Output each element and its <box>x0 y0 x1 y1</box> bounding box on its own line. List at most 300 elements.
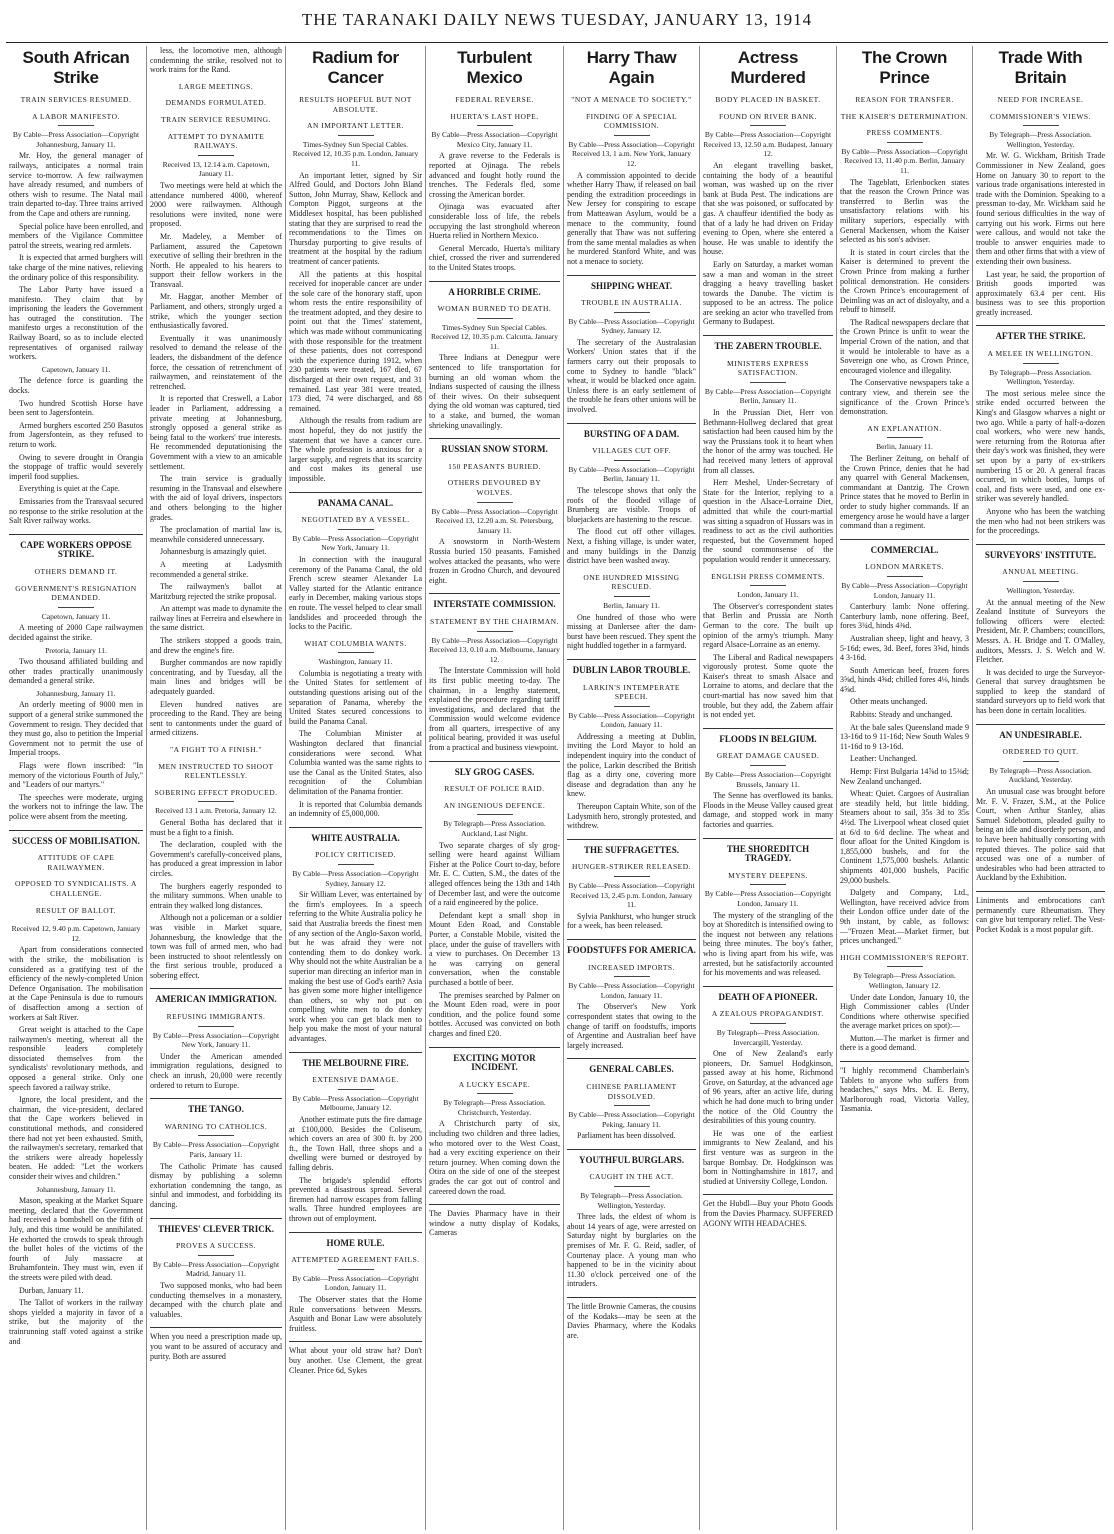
paragraph: South American beef, frozen fores 3⅝d, hinds 4⅝d; chilled fores 4⅛, hinds 4⅝d. <box>840 665 969 694</box>
dateline: By Cable—Press Association—Copyright London, January 11. <box>292 1273 419 1293</box>
section-heading: RUSSIAN SNOW STORM. <box>429 438 560 455</box>
subheading: HUERTA'S LAST HOPE. <box>450 111 539 121</box>
paragraph: The Liberal and Radical newspapers vigorously protest. Some quote the Kaiser's threat to smash Alsace and Lorraine to atoms, and declare that the court-martial has now saved him that trouble, but they add, the Zabern affair is not ended yet. <box>703 652 833 720</box>
dateline: By Cable—Press Association—Copyright Melbourne, January 12. <box>292 1093 419 1113</box>
divider <box>338 135 374 136</box>
subheading: NEGOTIATED BY A VESSEL. <box>301 515 410 525</box>
subheading: "NOT A MENACE TO SOCIETY." <box>571 95 692 104</box>
paragraph: It is stated in court circles that the Kaiser is determined to prevent the Crown Prince from making a further political demonstration. He considers the Crown Prince's encouragement of Deimling was an act of disloyalty, and a rebuff to himself. <box>840 247 969 315</box>
paragraph: Owing to severe drought in Orangia the stoppage of traffic would severely imperil food supplies. <box>9 452 143 481</box>
paragraph: The premises searched by Palmer on the Mount Eden road, were in poor condition, and the police found some bottles. Accused was convicted on both charges and fined £20. <box>429 990 560 1038</box>
paragraph: The Tallot of workers in the railway shops yielded a majority in favor of a strike, but the majority of the trainrunning staff voted against a strike and <box>9 1298 143 1346</box>
dateline: Received 13, 12.14 a.m. Capetown, January 11. <box>162 159 270 179</box>
dateline: Wellington, Yesterday. <box>1006 585 1075 595</box>
subheading: CHINESE PARLIAMENT DISSOLVED. <box>586 1081 677 1101</box>
headline: Actress Murdered <box>730 48 806 87</box>
divider <box>58 125 94 126</box>
dateline: By Cable—Press Association—Copyright Sydney, January 12. <box>292 868 419 888</box>
dateline: By Cable—Press Association—Copyright Madrid, January 11. <box>152 1259 280 1279</box>
section-heading: FOODSTUFFS FOR AMERICA. <box>567 939 696 956</box>
divider <box>887 576 923 577</box>
paragraph: Australian sheep, light and heavy, 3 5-16d; ewes, 3d. Beef, fores 3⅝d, hinds 4 3-16d. <box>840 633 969 663</box>
paragraph: Armed burghers escorted 250 Basutos from Jagersfontein, as they refused to return to work. <box>9 420 143 449</box>
subheading: CAUGHT IN THE ACT. <box>589 1172 674 1182</box>
dateline: By Cable—Press Association—Copyright Received 13, 12.20 a.m. St. Petersburg, January 11. <box>431 506 558 535</box>
divider <box>338 652 374 653</box>
divider <box>1023 761 1059 762</box>
subheading: TRAIN SERVICE RESUMING. <box>161 114 271 124</box>
subheading: LONDON MARKETS. <box>865 562 944 572</box>
headline: The Crown Prince <box>861 48 948 87</box>
dateline: By Telegraph—Press Association. Wellington, Yesterday. <box>989 367 1092 387</box>
dateline: Berlin, January 11. <box>603 600 660 610</box>
subheading: ENGLISH PRESS COMMENTS. <box>711 571 825 581</box>
advertisement: The Davies Pharmacy have in their window a nutty display of Kodaks, Cameras <box>429 1204 560 1238</box>
paragraph: A Christchurch party of six, including two children and three ladies, who motored over to the West Coast, had a very exciting experience on their return journey. When coming down the Otira on the side of one of the steepest grades the car got out of control and careered down the road. <box>429 1119 560 1196</box>
subheading: ATTITUDE OF CAPE RAILWAYMEN. <box>37 853 115 872</box>
subheading: COMMISSIONER'S VIEWS. <box>990 111 1091 121</box>
divider <box>477 814 513 815</box>
subheading: HUNGER-STRIKER RELEASED. <box>571 862 692 872</box>
column-8 <box>973 46 1108 1530</box>
subheading: A LUCKY ESCAPE. <box>458 1079 531 1089</box>
subheading: VILLAGES CUT OFF. <box>592 446 671 456</box>
section-heading: DEATH OF A PIONEER. <box>703 986 833 1003</box>
section-heading: THE ZABERN TROUBLE. <box>703 335 833 352</box>
paragraph: Eventually it was unanimously resolved to demand the release of the leaders, the disbandment of the defence force, the cessation of retrenchment of railwaymen, and reinstatement of the retrenched. <box>150 333 282 391</box>
subheading: AN IMPORTANT LETTER. <box>307 121 404 131</box>
dateline: By Cable—Press Association—Copyright Received 13, 2.45 p.m. London, January 11. <box>568 881 695 910</box>
advertisement: What about your old straw hat? Don't buy another. Use Clement, the great Cleaner. Price 6d, Sykes <box>289 1341 422 1375</box>
divider <box>58 919 94 920</box>
subheading: STATEMENT BY THE CHAIRMAN. <box>430 616 559 626</box>
subheading: LARGE MEETINGS. <box>178 81 254 91</box>
advertisement: The little Brownie Cameras, the cousins of the Kodaks—may be seen at the Davies Pharmacy, where the Kodaks are. <box>567 1297 696 1340</box>
divider <box>338 529 374 530</box>
section-heading: SURVEYORS' INSTITUTE. <box>976 544 1105 561</box>
subheading: GREAT DAMAGE CAUSED. <box>716 751 820 761</box>
divider <box>198 155 234 156</box>
dateline: By Cable—Press Association—Copyright London, January 11. <box>704 889 832 908</box>
section-heading: PANAMA CANAL. <box>289 492 422 509</box>
paragraph: He was one of the earliest immigrants to New Zealand, and his first venture was as surgeon in the barque Bombay. Dr. Hodgkinson was born in Nottinghamshire in 1817, and studied at University College, London. <box>703 1128 833 1186</box>
paragraph: A meeting at Ladysmith recommended a general strike. <box>150 559 282 579</box>
subheading: OPPOSED TO SYNDICALISTS. A CHALLENGE. <box>15 879 137 898</box>
paragraph: Two thousand affiliated building and other trades practically unanimously demanded a general strike. <box>9 657 143 686</box>
paragraph: The Tageblatt, Erlenbocken states that the reason the Crown Prince was transferred to Berlin was the unsatisfactory relations with his military superiors, especially with General Mackensen, whom the Kaiser selected as his son's adviser. <box>840 177 969 245</box>
divider <box>614 1105 650 1106</box>
divider <box>887 142 923 143</box>
divider <box>614 312 650 313</box>
paragraph: Mr. Madeley, a Member of Parliament, assured the Capetown executive of selling their brethren in the North. He appealed to his hearers to support their fellow workers in the Transvaal. <box>150 231 282 289</box>
divider <box>750 382 786 383</box>
paragraph: The strikers stopped a goods train, and drew the engine's fire. <box>150 636 282 655</box>
dateline: Capetown, January 11. <box>41 611 111 621</box>
paragraph: Emissaries from the Transvaal secured no response to the strike resolution at the Salt River railway works. <box>9 496 143 526</box>
dateline: Capetown, January 11. <box>41 364 111 374</box>
divider <box>338 864 374 865</box>
column-7 <box>837 46 973 1530</box>
divider <box>477 125 513 126</box>
paragraph: Although not a policeman or a soldier was visible in Market square, Johannesburg, the knowledge that the town was full of armed men, who had been instructed to shoot relentlessly on the first serious trouble, produced a sobering effect. <box>150 913 282 980</box>
paragraph: Three lads, the eldest of whom is about 14 years of age, were arrested on Saturday night by burglaries on the premises of Mr. F. G. Reid, sadler, of Courtenay place. A young man who happened to be in the vicinity about 11.30 o'clock perceived one of the intruders. <box>567 1212 696 1289</box>
divider <box>614 1186 650 1187</box>
paragraph: The burghers eagerly responded to the military summons. When unable to entrain they walked long distances. <box>150 881 282 910</box>
divider <box>750 125 786 126</box>
paragraph: An elegant travelling basket, containing the body of a beautiful woman, was washed up on the river bank at Buda Pest. The indications are that she was poisoned, or suffocated by gas. A chauffeur identified the body as that of a lady he had driven on Friday evening to Open, where she entered a house. He was unable to identify the house. <box>703 160 833 257</box>
divider <box>750 585 786 586</box>
divider <box>1023 363 1059 364</box>
section-heading: AN UNDESIRABLE. <box>976 724 1105 741</box>
divider <box>614 460 650 461</box>
subheading: REFUSING IMMIGRANTS. <box>166 1012 266 1022</box>
paragraph: Parliament has been dissolved. <box>577 1131 676 1141</box>
dateline: By Cable—Press Association—Copyright Berlin, January 11. <box>568 464 695 484</box>
paragraph: Three Indians at Denegpur were sentenced to life transportation for burning an old woman whom the Indians suspected of causing the illness of their wives. On their subsequent dying the old woman was captured, tied to a stake, and burned, the woman shrieking unavailingly. <box>429 353 560 430</box>
subheading: ANNUAL MEETING. <box>1002 567 1079 577</box>
headline: Radium for Cancer <box>312 48 399 87</box>
subheading: ORDERED TO QUIT. <box>1002 747 1079 757</box>
section-heading: THIEVES' CLEVER TRICK. <box>150 1218 282 1235</box>
paragraph: It is reported that Columbia demands an indemnity of £5,000,000. <box>289 799 422 819</box>
divider <box>887 966 923 967</box>
dateline: By Cable—Press Association—Copyright New York, January 11. <box>292 533 419 553</box>
divider <box>1023 125 1059 126</box>
paragraph: Early on Saturday, a market woman saw a man and woman in the street dragging a heavy travelling basket towards the Danube. The victim is supposed to be an actress. The police are seeking an actor who travelled from Germany to Budapest. <box>703 259 833 327</box>
column-2 <box>147 46 286 1530</box>
dateline: Received 12, 9.40 p.m. Capetown, January 12. <box>11 924 141 943</box>
subheading: RESULT OF POLICE RAID. <box>444 784 545 794</box>
paragraph: The declaration, coupled with the Government's carefully-conceived plans, has produced a great impression in labor circles. <box>150 840 282 878</box>
masthead: THE TARANAKI DAILY NEWS TUESDAY, JANUARY 13, 1914 <box>301 10 813 29</box>
dateline: By Cable—Press Association—Copyright Johannesburg, January 11. <box>12 130 140 149</box>
subheading: HIGH COMMISSIONER'S REPORT. <box>840 952 969 962</box>
section-heading: HOME RULE. <box>289 1232 422 1249</box>
dateline: By Cable—Press Association—Copyright Sydney, January 12. <box>568 316 695 336</box>
paragraph: Thereupon Captain White, son of the Ladysmith hero, strongly protested, and withdrew. <box>567 802 696 831</box>
subheading: 150 PEASANTS BURIED. <box>448 461 541 471</box>
paragraph: Rabbits: Steady and unchanged. <box>850 710 953 720</box>
subheading: REASON FOR TRANSFER. <box>855 95 954 104</box>
subheading: ATTEMPTED AGREEMENT FAILS. <box>291 1255 420 1265</box>
section-heading: CAPE WORKERS OPPOSE STRIKE. <box>9 534 143 560</box>
divider <box>338 1089 374 1090</box>
section-heading: THE SUFFRAGETTES. <box>567 839 696 856</box>
subheading: TRAIN SERVICES RESUMED. <box>20 95 132 104</box>
paragraph: Two meetings were held at which the attendance numbered 4000, whereof 2000 were railwaymen. Although resolutions were invited, none were proposed. <box>150 180 282 229</box>
subheading: INCREASED IMPORTS. <box>588 962 675 972</box>
paragraph: Leather: Unchanged. <box>850 754 918 764</box>
divider <box>477 631 513 632</box>
subheading: A MELEE IN WELLINGTON. <box>987 349 1094 359</box>
subheading: RESULTS HOPEFUL BUT NOT ABSOLUTE. <box>299 95 412 114</box>
paragraph: Mr. Haggar, another Member of Parliament, and others, strongly urged a strike, which the younger section enthusiastically favored. <box>150 292 282 331</box>
subheading: WARNING TO CATHOLICS. <box>164 1121 268 1131</box>
paragraph: The Observer states that the Home Rule conversations between Messrs. Asquith and Bonar Law were absolutely fruitless. <box>289 1294 422 1333</box>
divider <box>750 765 786 766</box>
section-heading: THE MELBOURNE FIRE. <box>289 1052 422 1069</box>
dateline: By Cable—Press Association—Copyright Received 13, 11.40 p.m. Berlin, January 11. <box>841 146 968 175</box>
paragraph: An important letter, signed by Sir Alfred Gould, and Doctors John Bland Sutton, John Murray, Shaw, Kellock and Compton Piggot, surgeons at the Middlesex hospital, has been published stating that they are surprised to read the recommendations to the Times on Thursday purporting to give results of treatment at the hospital by the radium treatment of cancer patients. <box>289 170 422 266</box>
subheading: EXTENSIVE DAMAGE. <box>312 1075 399 1085</box>
dateline: London, January 11. <box>737 590 799 600</box>
section-heading: EXCITING MOTOR INCIDENT. <box>429 1047 560 1073</box>
column-1 <box>6 46 147 1530</box>
subheading: POLICY CRITICISED. <box>315 850 396 860</box>
dateline: Times-Sydney Sun Special Cables. Received 12, 10.35 p.m. Calcutta, January 11. <box>430 322 559 351</box>
divider <box>614 706 650 707</box>
advertisement: Liniments and embrocations can't permanently cure Rheumatism. They can give but temporary relief. The Vest-Pocket Kodak is a most popular gift. <box>976 891 1105 934</box>
headline: Trade With Britain <box>998 48 1083 87</box>
divider <box>614 876 650 877</box>
column-5 <box>564 46 700 1530</box>
paragraph: An attempt was made to dynamite the railway lines at Ferreira and elsewhere in the same district. <box>150 604 282 633</box>
paragraph: A snowstorm in North-Western Russia buried 150 peasants. Famished wolves attacked the peasants, who were frozen in Grodno Church, and devoured eight. <box>429 537 560 585</box>
paragraph: Sylvia Pankhurst, who hunger struck for a week, has been released. <box>567 911 696 931</box>
paragraph: A meeting of 2000 Cape railwaymen decided against the strike. <box>9 623 143 642</box>
paragraph: Two hundred Scottish Horse have been sent to Jagersfontein. <box>9 398 143 418</box>
subheading: FINDING OF A SPECIAL COMMISSION. <box>585 111 678 131</box>
dateline: By Telegraph—Press Association. Christchurch, Yesterday. <box>443 1098 546 1117</box>
dateline: By Telegraph—Press Association. Wellington, January 12. <box>853 971 956 990</box>
paragraph: Sir William Lever, was entertained by the firm's employees. In a speech referring to the White Australia policy he said that Australia breeds the finest men of any section of the Anglo-Saxon world, but he was afraid they were not contending them to do donkey work. Why should not the white Australian be a superior man directing an inferior man in making the best use of God's earth? Asia has given some more higher intelligence than others, so why not put on compelling white men to do donkey work when you can get black men to help you make the most of your natural advantages. <box>289 890 422 1044</box>
section-heading: THE TANGO. <box>150 1098 282 1115</box>
paragraph: Johannesburg is amazingly quiet. <box>160 547 267 557</box>
paragraph: The Interstate Commission will hold its first public meeting to-day. The chairman, in a lengthy statement, explained the procedure regarding tariff investigations, and declared that the Commission would welcome evidence from all quarters, irrespective of any political bearing, provided it was useful from a practical and business viewpoint. <box>429 666 560 753</box>
section-heading: FLOODS IN BELGIUM. <box>703 728 833 745</box>
paragraph: The Observer's correspondent states that Berlin and Prussia are North German to the core. The built up opinion of the army's triumph. Many regard Alsace-Lorraine as an enemy. <box>703 601 833 650</box>
subheading: SOBERING EFFECT PRODUCED. <box>154 787 278 797</box>
divider <box>198 801 234 802</box>
subheading: LARKIN'S INTEMPERATE SPEECH. <box>583 682 680 702</box>
paragraph: It was decided to urge the Surveyor-General that survey draughtsmen be supplied to keep the standard of standard surveyors up to field work that has been done in certain localities. <box>976 667 1105 716</box>
subheading: A ZEALOUS PROPAGANDIST. <box>711 1009 825 1019</box>
paragraph: Wheat: Quiet. Cargoes of Australian are steadily held, but little bidding. Steamers about to sail, 35s 3d to 35s 4½d. The Liverpool wheat closed quiet at 6/d to 6/d decline. The wheat and flour afloat for the United Kingdom is 1,855,000 bushels, and for the Continent 1,575,000 bushels. Atlantic shipments 401,000 bushels, Pacific 29,000 bushels. <box>840 789 969 885</box>
section-heading: YOUTHFUL BURGLARS. <box>567 1149 696 1166</box>
paragraph: Great weight is attached to the Cape railwaymen's meeting, whereat all the responsible leaders completely dissociated themselves from the syndicalists' revolutionary methods, and opposed a general strike. Only one speech favored a railway strike. <box>9 1025 143 1092</box>
paragraph: General Mercado, Huerta's military chief, crossed the river and surrendered to the United States troops. <box>429 243 560 272</box>
divider <box>750 1023 786 1024</box>
dateline: By Telegraph—Press Association. Invercargill, Yesterday. <box>716 1027 820 1047</box>
paragraph: The speeches were moderate, urging the workers not to infringe the law. The police were absent from the meeting. <box>9 792 143 821</box>
subheading: THE KAISER'S DETERMINATION. <box>840 111 969 121</box>
paragraph: Two separate charges of sly grog-selling were heard against William Fisher at the Police Court to-day, before Mr. E. C. Cutten, S.M., the dates of the alleged offences being the 13th and 14th of December last, and were the outcome of a raid engineered by the police. <box>429 840 560 908</box>
divider <box>750 884 786 885</box>
dateline: Berlin, January 11. <box>876 442 933 452</box>
subheading: WHAT COLUMBIA WANTS. <box>304 638 407 648</box>
subheading: AN EXPLANATION. <box>867 423 942 433</box>
paragraph: Addressing a meeting at Dublin, inviting the Lord Mayor to hold an independent inquiry into the conduct of the police, Larkin described the British flag as a dirty one, covering more disease and degradation than any he knew. <box>567 731 696 799</box>
subheading: RESULT OF BALLOT. <box>35 905 117 915</box>
section-heading: DUBLIN LABOR TROUBLE. <box>567 659 696 676</box>
dateline: By Telegraph—Press Association. Auckland, Yesterday. <box>989 765 1092 785</box>
paragraph: Canterbury lamb: None offering. Canterbury lamb, none offering. Beef, fores 3¾d, hinds 4⅜d. <box>840 602 969 631</box>
paragraph: The Senne has overflowed its banks. Floods in the Meuse Valley caused great damage, and stopped work in many factories and quarries. <box>703 791 833 829</box>
section-heading: THE SHOREDITCH TRAGEDY. <box>703 838 833 864</box>
subheading: "A FIGHT TO A FINISH." <box>170 745 262 754</box>
section-heading: SHIPPING WHEAT. <box>567 275 696 292</box>
paragraph: The Berliner Zeitung, on behalf of the Crown Prince, denies that he had any quarrel with General Mackensen, commandant at Dantzig. The Crown Prince states that he moved to Berlin in order to study higher commands. If an emergency arose he would have a larger command than a regiment. <box>840 454 969 531</box>
divider <box>58 607 94 608</box>
masthead-rule <box>6 42 1108 43</box>
section-heading: GENERAL CABLES. <box>567 1058 696 1075</box>
dateline: Johannesburg, January 11. <box>36 1184 116 1194</box>
advertisement: "I highly recommend Chamberlain's Tablets to anyone who suffers from headaches," says Mrs. M. E. Berry, Marlborough road, Victoria Valley, Tasmania. <box>840 1061 969 1114</box>
subheading: MINISTERS EXPRESS SATISFACTION. <box>726 358 810 378</box>
paragraph: All the patients at this hospital received for inoperable cancer are under the sole care of the honorary staff, upon whom rests the entire responsibility of the treatment adopted, and they desire to point out that the Times' statement, which was made without communicating with those responsible for the treatment of these patients, does not correspond with the experience during 1912, when 230 patients were treated, 167 died, 67 discharged at their own request, and 31 remained. Last year 381 were treated, 173 died, 74 were discharged, and 88 remained. <box>289 269 422 413</box>
paragraph: One of New Zealand's early pioneers, Dr. Samuel Hodgkinson, passed away at his home, Richmond Grove, on Saturday, at the advanced age of 96 years, after an active life, during which he had done much to bring under the notice of the Old Country the desirabilities of this young country. <box>703 1049 833 1126</box>
subheading: ONE HUNDRED MISSING RESCUED. <box>583 572 680 592</box>
paragraph: Mr. Hoy, the general manager of railways, anticipates a normal train service to-morrow. A few railwaymen have already resumed, and numbers of others wish to resume. The Natal mail train departed to-day. Three trains arrived from the Cape and others are running. <box>9 151 143 218</box>
column-3 <box>286 46 426 1530</box>
subheading: NEED FOR INCREASE. <box>997 95 1084 104</box>
dateline: By Cable—Press Association—Copyright Paris, January 11. <box>152 1140 280 1159</box>
headline: Harry Thaw Again <box>586 48 677 87</box>
paragraph: Hemp: First Bulgaria 14⅞d to 15⅜d; New Zealand unchanged. <box>840 767 969 786</box>
section-heading: AMERICAN IMMIGRATION. <box>150 988 282 1005</box>
dateline: Johannesburg, January 11. <box>36 688 116 698</box>
dateline: Times-Sydney Sun Special Cables. Received 12, 10.35 p.m. London, January 11. <box>292 139 419 168</box>
paragraph: Ojinaga was evacuated after considerable loss of life, the rebels occupying the last stronghold whereon Huerta relied in Northern Mexico. <box>429 202 560 241</box>
paragraph: Another estimate puts the fire damage at £100,000. Besides the Coliseum, which covers an area of 300 ft. by 200 ft., the Town Hall, three shops and a dwelling were burned or destroyed by falling debris. <box>289 1115 422 1172</box>
dateline: By Telegraph—Press Association. Auckland, Last Night. <box>443 819 546 839</box>
paragraph: The Observer's New York correspondent states that owing to the change of tariff on foodstuffs, imports of Argentine and Australian beef have largely increased. <box>567 1002 696 1050</box>
section-heading: AFTER THE STRIKE. <box>976 325 1105 342</box>
paragraph: The mystery of the strangling of the boy at Shoreditch is intensified owing to the inquest not between any relations being three minutes. The boy's father, who is living apart from his wife, was arrested, but he satisfactorily accounted for his movements and was released. <box>703 910 833 978</box>
divider <box>614 596 650 597</box>
divider <box>198 1026 234 1027</box>
divider <box>614 976 650 977</box>
paragraph: Anyone who has been the watching the men who had not been strikers was for the proceedings. <box>976 506 1105 536</box>
paragraph: Last year, he said, the proportion of British goods imported was approximately 63.4 per cent. His business was to see this proportion greatly increased. <box>976 269 1105 317</box>
paragraph: Herr Meshel, Under-Secretary of State for the Interior, replying to a question in the Alsace-Lorraine Diet, admitted that while the court-martial was sitting a squadron of Hussars was in readiness to act as the civil authorities requested, but the Government hoped the sound commonsense of the population would render it unnecessary. <box>703 478 833 564</box>
paragraph: Defendant kept a small shop in Mount Eden Road, and Constable Porter, a Constable Mobile, visited the place, under the guise of travellers with a view to purchases. On December 13 he was carrying on general conversation, when the constable purchased a bottle of beer. <box>429 910 560 987</box>
subheading: MYSTERY DEEPENS. <box>728 870 808 880</box>
paragraph: It is reported that Creswell, a Labor leader in Parliament, addressing a private meeting at Johannesburg, strongly opposed a general strike as being fatal to the workers' true interests. He recommended deputationising the Government with a view to an amicable settlement. <box>150 394 282 471</box>
paragraph: At the bale sales Queensland made 9 13-16d to 9 11-16d; New South Wales 9 11-16d to 9 13-16d. <box>840 722 969 751</box>
dateline: By Telegraph—Press Association. Wellington, Yesterday. <box>989 130 1092 149</box>
paragraph: Under date London, January 10, the High Commissioner cables (Under Conditions where otherwise specified the average market prices on spot):— <box>840 992 969 1031</box>
subheading: BODY PLACED IN BASKET. <box>715 95 821 104</box>
subheading: PRESS COMMENTS. <box>866 128 943 138</box>
subheading: AN INGENIOUS DEFENCE. <box>443 800 546 810</box>
paragraph: The telescope shows that only the roofs of the flooded village of Brumberg are visible. Troops of bluejackets are hastening to the rescue. <box>567 486 696 524</box>
headline: Turbulent Mexico <box>457 48 532 87</box>
dateline: By Telegraph—Press Association. Wellington, Yesterday. <box>580 1191 683 1210</box>
paragraph: General Botha has declared that it must be a fight to a finish. <box>150 817 282 837</box>
paragraph: The Labor Party have issued a manifesto. They claim that by imprisoning the leaders the Government has outraged the constitution. The manifesto urges a reconstitution of the Railway Board, so as to include elected representatives of organised railway workers. <box>9 285 143 362</box>
paragraph: The brigade's splendid efforts prevented a disastrous spread. Several firemen had narrow escapes from falling walls. Three hundred employees are thrown out of employment. <box>289 1175 422 1223</box>
subheading: A LABOR MANIFESTO. <box>32 111 120 121</box>
dateline: By Cable—Press Association—Copyright Mexico City, January 11. <box>431 130 558 149</box>
section-heading: SLY GROG CASES. <box>429 761 560 778</box>
dateline: By Cable—Press Association—Copyright Received 13, 0.10 a.m. Melbourne, January 12. <box>429 635 560 664</box>
paragraph: A grave reverse to the Federals is reported at Ojinaga. The rebels advanced and fought hotly round the trenches. The Federals fled, some crossing the American border. <box>429 151 560 199</box>
paragraph: The proclamation of martial law is, meanwhile considered unnecessary. <box>150 525 282 544</box>
advertisement: Get the Hubdl—Buy your Photo Goods from the Davies Pharmacy. SUFFERED AGONY WITH HEADACHES. <box>703 1194 833 1228</box>
paragraph: In the Prussian Diet, Herr von Bethmann-Hollweg declared that great satisfaction had been caused him by the way the Prussians took it to heart when the honor of the army was touched. He had received many letters of approval from all classes. <box>703 408 833 475</box>
paragraph: The flood cut off other villages. Next, a fishing village, is under water, and many buildings in the Danzig district have been washed away. <box>567 527 696 566</box>
paragraph: Other meats unchanged. <box>850 697 928 707</box>
paragraph: Mason, speaking at the Market Square meeting, declared that the Government had received a bombshell on the fifth of July, and this time would be annihilated. He exhorted the crowds to speak through the bullet holes of the victims of the fourth of July massacre at Bruhamfontein. They must win, even if the streets were piled with dead. <box>9 1196 143 1282</box>
divider <box>1023 581 1059 582</box>
paragraph: At the annual meeting of the New Zealand Institute of Surveyors the following officers were elected: President, Mr. P. Chambers; councillors, Messrs. A. H. Bridge and T. O'Malley, auditors, Messrs. J. S. Welch and W. Fletcher. <box>976 597 1105 665</box>
paragraph: The train service is gradually resuming in the Transvaal and elsewhere with the aid of loyal drivers, inspectors and others belonging to the higher grades. <box>150 474 282 522</box>
section-heading: BURSTING OF A DAM. <box>567 423 696 440</box>
divider <box>198 1135 234 1136</box>
paragraph: Everything is quiet at the Cape. <box>19 484 120 494</box>
column-4 <box>426 46 564 1530</box>
paragraph: The Columbian Minister at Washington declared that financial considerations were second. What Columbia wanted was the same rights to use the Canal as the United States, also recognition of the Columbian delimitation of the Panama frontier. <box>289 729 422 796</box>
paragraph: Ignore, the local president, and the chairman, the vice-president, declared that the Cape workers believed in constitutional methods, and considered there had not yet been exhausted. Smith, the railwaymen's secretary, remarked that the strikers were already hopelessly beaten. He added: "Let the workers consider their wives and children." <box>9 1095 143 1181</box>
dateline: By Cable—Press Association—Copyright London, January 11. <box>841 580 968 600</box>
section-heading: A HORRIBLE CRIME. <box>429 281 560 298</box>
paragraph: One hundred of those who were missing at Danlersee after the dam-burst have been rescued. They spent the night huddled together in a farmyard. <box>567 612 696 651</box>
paragraph: It is expected that armed burghers will take charge of the mine natives, relieving the ordinary police of this responsibility. <box>9 253 143 282</box>
dateline: Received 13 1 a.m. Pretoria, January 12. <box>155 806 277 816</box>
dateline: Pretoria, January 11. <box>45 645 107 655</box>
headline: South African Strike <box>22 48 130 87</box>
dateline: By Cable—Press Association—Copyright Brussels, January 11. <box>704 770 832 789</box>
paragraph: less, the locomotive men, although condemning the strike, resolved not to work trains for the Rand. <box>150 46 282 75</box>
divider <box>477 502 513 503</box>
paragraph: The railwaymen's ballot at Maritzburg rejected the strike proposal. <box>150 582 282 601</box>
dateline: Washington, January 11. <box>318 657 393 667</box>
subheading: FEDERAL REVERSE. <box>455 95 534 104</box>
paragraph: Durban, January 11. <box>19 1285 84 1295</box>
subheading: FOUND ON RIVER BANK. <box>719 111 817 121</box>
dateline: By Cable—Press Association—Copyright London, January 11. <box>568 981 695 1000</box>
paragraph: Special police have been enrolled, and members of the Vigilance Committee patrol the streets, wearing red armlets. <box>9 221 143 250</box>
paragraph: Eleven hundred natives are proceeding to the Rand. They are being sent to cantonments under the guard of armed citizens. <box>150 699 282 738</box>
divider <box>614 135 650 136</box>
paragraph: The Radical newspapers declare that the Crown Prince is unfit to wear the Imperial Crown of the nation, and that it would be intolerable to have as a Sovereign one who, as Crown Prince, encouraged violence and illegality. <box>840 317 969 375</box>
subheading: GOVERNMENT'S RESIGNATION DEMANDED. <box>15 583 137 603</box>
newspaper-columns <box>6 46 1108 1530</box>
paragraph: Under the American amended immigration regulations, designed to check an inrush, 20,000 were recently ordered to return to Europe. <box>150 1051 282 1090</box>
divider <box>887 437 923 438</box>
dateline: By Cable—Press Association—Copyright Berlin, January 11. <box>704 386 832 406</box>
subheading: PROVES A SUCCESS. <box>176 1241 256 1251</box>
dateline: By Cable—Press Association—Copyright New York, January 11. <box>152 1030 280 1050</box>
column-6 <box>700 46 837 1530</box>
subheading: MEN INSTRUCTED TO SHOOT RELENTLESSLY. <box>158 761 274 781</box>
subheading: ATTEMPT TO DYNAMITE RAILWAYS. <box>167 131 265 151</box>
subheading: OTHERS DEVOURED BY WOLVES. <box>447 478 542 497</box>
paragraph: Two supposed monks, who had been conducting themselves in a monastery, decamped with the church plate and valuables. <box>150 1280 282 1319</box>
dateline: By Cable—Press Association—Copyright Received 13, 1 a.m. New York, January 12. <box>568 139 695 168</box>
paragraph: Although the results from radium are most hopeful, they do not justify the statement that we have a cancer cure. The whole profession is anxious for a larger supply, and regrets that its scarcity and cost makes its general use impossible. <box>289 416 422 483</box>
dateline: By Cable—Press Association—Copyright Received 13, 12.50 a.m. Budapest, January 12. <box>703 130 833 159</box>
section-heading: SUCCESS OF MOBILISATION. <box>9 830 143 847</box>
paragraph: Apart from considerations connected with the strike, the mobilisation is considered as a gratifying test of the efficiency of the newly-completed Union Defence Organisation. The mobilisation at the Cape Peninsula is due to rumours of disaffection among a section of workers at Salt River. <box>9 945 143 1022</box>
section-heading: COMMERCIAL. <box>840 539 969 556</box>
divider <box>198 1255 234 1256</box>
paragraph: The defence force is guarding the docks. <box>9 376 143 396</box>
divider <box>477 1093 513 1094</box>
divider <box>338 1269 374 1270</box>
paragraph: The most serious melee since the strike ended occurred between the King's and Glasgow wharves a night or two ago. While a party of half-a-dozen coal workers, who were new hands, were returning from the Rotorua after their day's work was finished, they were set upon by a party of ex-strikers numbering 15 or 20. A general fracas occurred, in which bottles, lumps of coal, and fists were used, and one ex-striker was severely handled. <box>976 388 1105 504</box>
dateline: By Cable—Press Association—Copyright Peking, January 11. <box>568 1110 695 1129</box>
paragraph: Columbia is negotiating a treaty with the United States for settlement of outstanding questions arising out of the separation of Panama, whereby the United States secured concessions to build the Panama Canal. <box>289 668 422 726</box>
paragraph: An unusual case was brought before Mr. F. V. Frazer, S.M., at the Police Court, when Arthur Stanley, alias Samuel Sidebottom, pleaded guilty to being an idle and disorderly person, and to have been habitually consorting with reputed thieves. The police said that accused was one of a number of undesirables who had been attracted to Auckland by the Exhibition. <box>976 787 1105 883</box>
paragraph: An orderly meeting of 9000 men in support of a general strike summoned the Government to resign. They decided that they must go, also to petition the Imperial Government not to permit the use of Imperial troops. <box>9 700 143 758</box>
advertisement: When you need a prescription made up, you want to be assured of accuracy and purity. Both are assured <box>150 1327 282 1361</box>
paragraph: The Catholic Primate has caused dismay by publishing a solemn exhortation condemning the tango, as sinful and immodest, and forbidding its dancing. <box>150 1161 282 1209</box>
paragraph: Mutton.—The market is firmer and there is a good demand. <box>840 1033 969 1053</box>
subheading: OTHERS DEMAND IT. <box>34 566 118 576</box>
dateline: By Cable—Press Association—Copyright London, January 11. <box>568 710 695 730</box>
